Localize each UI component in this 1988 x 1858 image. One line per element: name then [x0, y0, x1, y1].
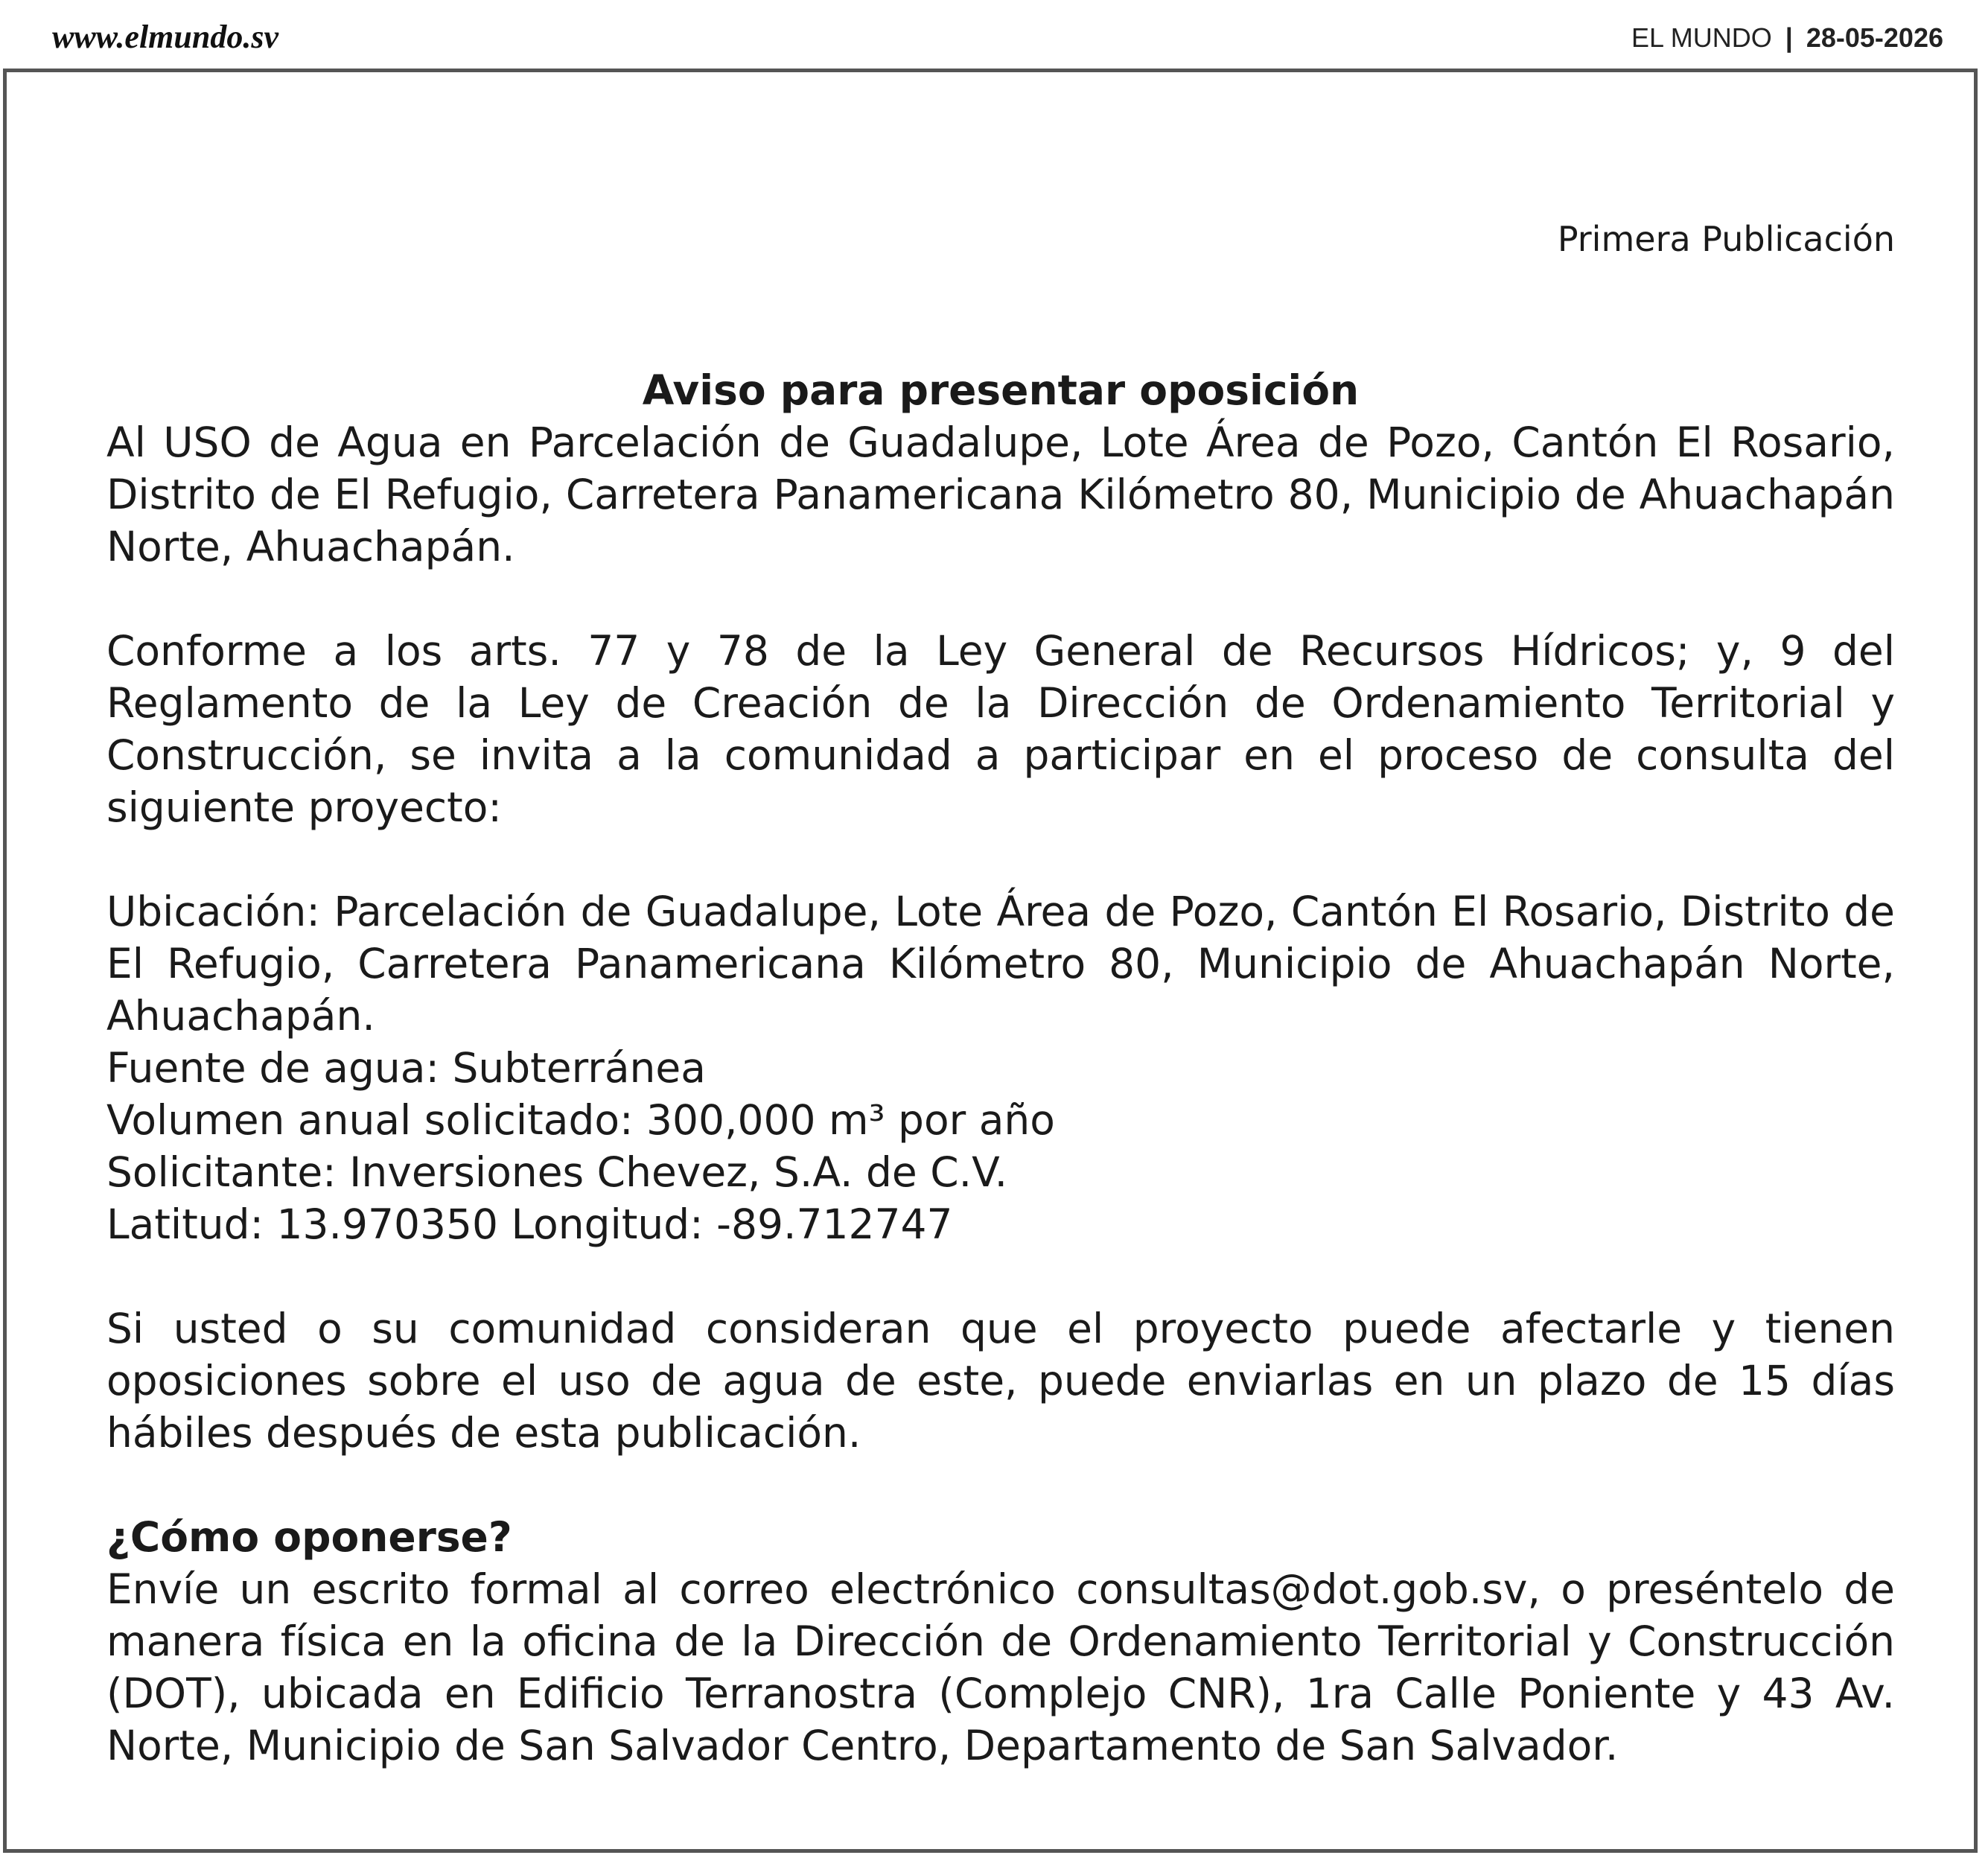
- spacer: [106, 1250, 1895, 1302]
- applicant-line: Solicitante: Inversiones Chevez, S.A. de C.V.: [106, 1148, 1008, 1196]
- notice-title: Aviso para presentar oposición: [642, 366, 1360, 414]
- annual-volume-line: Volumen anual solicitado: 300,000 m³ por año: [106, 1096, 1055, 1144]
- publication-date: 28-05-2026: [1806, 22, 1943, 53]
- notice-body: [106, 364, 1895, 1772]
- publication-name: EL MUNDO: [1631, 22, 1772, 53]
- legal-paragraph: Conforme a los arts. 77 y 78 de la Ley General de Recursos Hídricos; y, 9 del Reglamento de la Ley de Creación de la Dirección de Ordenamiento Territorial y Construcción, se invita a la comunidad a participar en el proceso de consulta del siguiente proyecto:: [106, 627, 1895, 831]
- spacer: [106, 573, 1895, 625]
- spacer: [106, 1459, 1895, 1511]
- masthead: [1631, 22, 1943, 54]
- intro-paragraph: Al USO de Agua en Parcelación de Guadalupe, Lote Área de Pozo, Cantón El Rosario, Distrito de El Refugio, Carretera Panamericana Kilómetro 80, Municipio de Ahuachapán Norte, Ahuachapán.: [106, 419, 1895, 570]
- opposition-paragraph: Si usted o su comunidad consideran que el proyecto puede afectarle y tienen oposiciones sobre el uso de agua de este, puede enviarlas en un plazo de 15 días hábiles después de esta publicación.: [106, 1305, 1895, 1457]
- location-paragraph: Ubicación: Parcelación de Guadalupe, Lote Área de Pozo, Cantón El Rosario, Distrito de El Refugio, Carretera Panamericana Kilómetro 80, Municipio de Ahuachapán Norte, Ahuachapán.: [106, 888, 1895, 1040]
- coordinates-line: Latitud: 13.970350 Longitud: -89.712747: [106, 1200, 953, 1248]
- water-source-line: Fuente de agua: Subterránea: [106, 1044, 706, 1092]
- spacer: [106, 833, 1895, 885]
- publication-label: Primera Publicación: [1557, 219, 1895, 259]
- how-to-oppose-heading: ¿Cómo oponerse?: [106, 1513, 512, 1561]
- page-header: [0, 0, 1988, 69]
- site-url[interactable]: www.elmundo.sv: [52, 19, 278, 55]
- notice-frame: [3, 69, 1978, 1853]
- masthead-separator: |: [1785, 22, 1793, 53]
- how-to-oppose-paragraph: Envíe un escrito formal al correo electrónico consultas@dot.gob.sv, o preséntelo de manera física en la oficina de la Dirección de Ordenamiento Territorial y Construcción (DOT), ubicada en Edificio Terranostra (Complejo CNR), 1ra Calle Poniente y 43 Av. Norte, Municipio de San Salvador Centro, Departamento de San Salvador.: [106, 1565, 1895, 1769]
